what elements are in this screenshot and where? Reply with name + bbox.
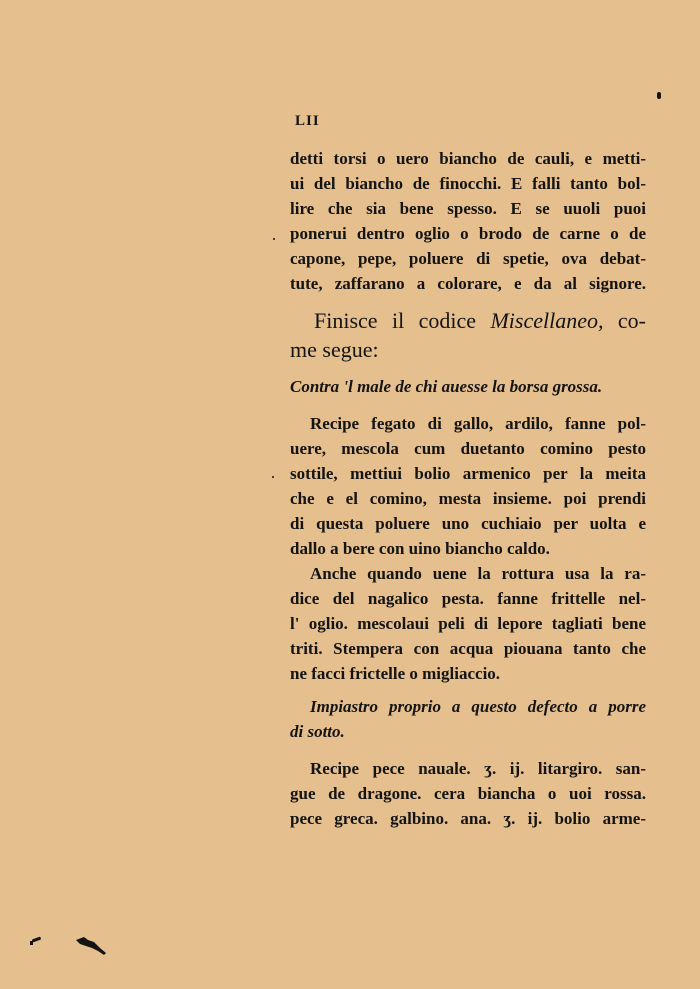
heading-italic-title: Miscellaneo, (490, 308, 604, 333)
text-line: dice del nagalico pesta. fanne frittelle nel- (290, 589, 646, 608)
scan-speck (272, 476, 274, 478)
text-line: ponerui dentro oglio o brodo de carne o de (290, 224, 646, 243)
recipe-rubric (290, 694, 646, 744)
scan-speck (30, 941, 33, 945)
heading-text: co- (603, 308, 646, 333)
page-number: LII (295, 113, 320, 129)
rubric-line: di sotto. (290, 722, 345, 741)
heading-text: Finisce il codice (314, 308, 491, 333)
text-line: capone, pepe, poluere di spetie, ova debat- (290, 249, 646, 268)
text-line: Recipe pece nauale. ʒ. ij. litargiro. san- (310, 759, 646, 778)
text-line: Anche quando uene la rottura usa la ra- (310, 564, 646, 583)
recipe-paragraph (290, 756, 646, 831)
text-line: ui del biancho de finocchi. E falli tanto bol- (290, 174, 646, 193)
scan-speck (657, 92, 661, 99)
text-line: dallo a bere con uino biancho caldo. (290, 539, 550, 558)
text-line: ne facci frictelle o migliaccio. (290, 664, 501, 683)
ink-blot (74, 934, 110, 958)
text-line: triti. Stempera con acqua piouana tanto che (290, 639, 646, 658)
text-line: di questa poluere uno cuchiaio per uolta e (290, 514, 646, 533)
text-line: detti torsi o uero biancho de cauli, e metti- (290, 149, 646, 168)
section-heading (290, 306, 646, 364)
text-line: tute, zaffarano a colorare, e da al signore. (290, 274, 646, 293)
rubric-line: Impiastro proprio a questo defecto a porre (310, 697, 646, 716)
paragraph-continuation (290, 146, 646, 296)
text-line: uere, mescola cum duetanto comino pesto (290, 439, 646, 458)
rubric-line: Contra 'l male de chi auesse la borsa grossa. (290, 377, 603, 396)
recipe-paragraph (290, 561, 646, 686)
text-line: lire che sia bene spesso. E se uuoli puoi (290, 199, 646, 218)
text-line: Recipe fegato di gallo, ardilo, fanne pol- (310, 414, 646, 433)
text-line: gue de dragone. cera biancha o uoi rossa. (290, 784, 646, 803)
text-line: l' oglio. mescolaui peli di lepore tagliati bene (290, 614, 646, 633)
text-line: sottile, mettiui bolio armenico per la meita (290, 464, 646, 483)
scan-speck (32, 937, 41, 943)
scan-speck (273, 238, 275, 240)
recipe-paragraph (290, 411, 646, 561)
heading-line (290, 306, 646, 335)
text-line: che e el comino, mesta insieme. poi prendi (290, 489, 646, 508)
text-line: pece greca. galbino. ana. ʒ. ij. bolio arme- (290, 809, 646, 828)
recipe-rubric (290, 374, 646, 399)
heading-line: me segue: (290, 337, 379, 362)
